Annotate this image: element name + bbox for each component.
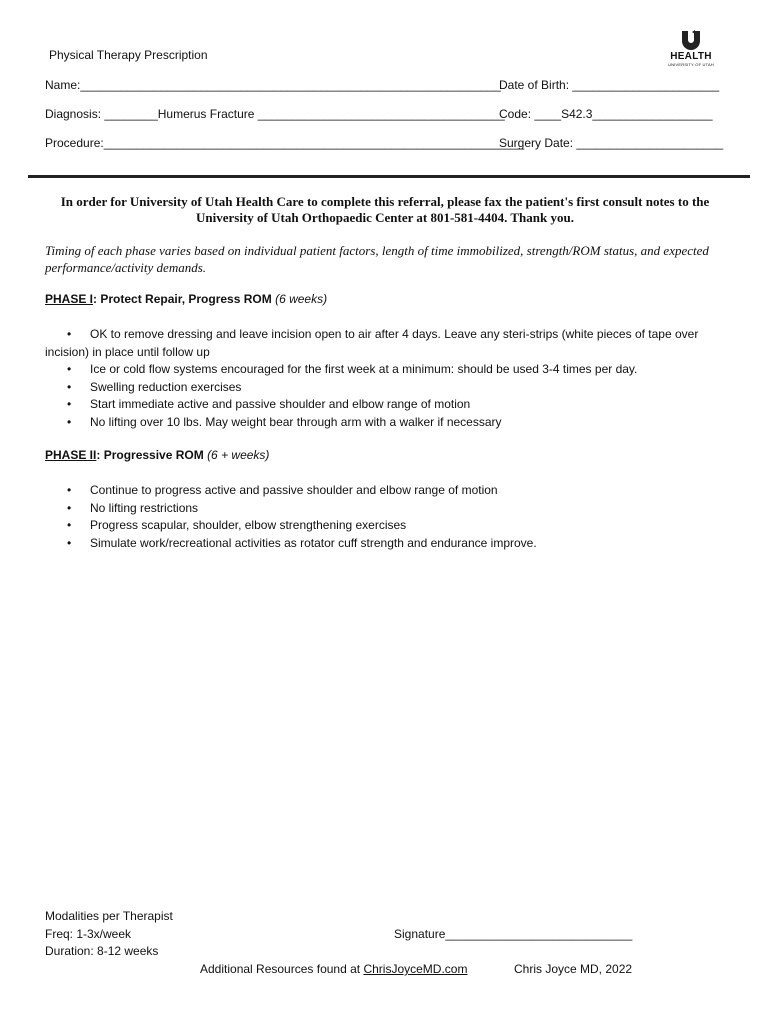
dob-field[interactable]: Date of Birth: ______________________ [499,78,720,92]
list-item-text: Ice or cold flow systems encouraged for the first week at a minimum: should be used 3-4 times per day. [90,362,638,376]
u-logo-icon [680,30,702,50]
credit-text: Chris Joyce MD, 2022 [514,962,633,976]
duration-text: Duration: 8-12 weeks [45,944,159,958]
phase2-title: : Progressive ROM [96,448,208,462]
list-item-text: Simulate work/recreational activities as rotator cuff strength and endurance improve. [90,535,537,550]
resources-link[interactable]: ChrisJoyceMD.com [363,962,468,976]
resources-prefix: Additional Resources found at [200,962,364,976]
phase2-label: PHASE II [45,448,97,462]
list-item [45,414,725,432]
phase2-list [45,482,725,552]
timing-note: Timing of each phase varies based on individual patient factors, length of time immobilized, strength/ROM status, and expected performance/activity demands. [45,243,709,275]
form-title: Physical Therapy Prescription [49,48,208,62]
code-field[interactable] [499,107,713,121]
list-item [45,379,725,397]
list-item-text: Swelling reduction exercises [90,379,242,394]
code-value: S42.3 [561,107,593,121]
bullet-icon: • [67,379,72,394]
list-item-text: Continue to progress active and passive shoulder and elbow range of motion [90,483,498,497]
list-item-text: OK to remove dressing and leave incision open to air after 4 days. Leave any steri-strips (white pieces of tape over incision) in place until follow up [45,327,699,359]
modalities-text: Modalities per Therapist [45,909,173,923]
frequency-text: Freq: 1-3x/week [45,927,132,941]
bullet-icon: • [67,535,72,550]
health-logo [664,30,718,67]
bullet-icon: • [67,500,72,515]
divider [28,175,750,178]
phase2-duration: (6 + weeks) [207,448,270,462]
list-item-text: Progress scapular, shoulder, elbow strengthening exercises [90,518,407,532]
logo-health-text: HEALTH [670,51,712,62]
phase1-title: : Protect Repair, Progress ROM [93,292,276,306]
diagnosis-value: __Humerus Fracture _______________ [144,107,358,121]
diagnosis-tail: ______________________ [357,107,505,121]
list-item [45,482,725,500]
code-label: Code: ____ [499,107,562,121]
bullet-icon: • [67,518,72,532]
surgery-date-field[interactable]: Surgery Date: ______________________ [499,136,724,150]
list-item-text: Start immediate active and passive shoulder and elbow range of motion [90,397,471,411]
bullet-icon: • [67,327,72,341]
resources-line [200,962,467,976]
signature-field[interactable]: Signature____________________________ [394,927,633,941]
name-field[interactable]: Name:_______________________________________________________________ [45,78,501,92]
bullet-icon: • [67,362,72,376]
list-item [45,361,725,379]
list-item [45,500,725,518]
logo-university-text: UNIVERSITY OF UTAH [668,62,714,67]
list-item [45,535,725,553]
list-item-text: No lifting restrictions [90,500,199,515]
phase2-heading [45,448,269,462]
phase1-duration: (6 weeks) [275,292,328,306]
phase1-heading [45,292,327,306]
list-item [45,326,725,361]
code-tail: __________________ [592,107,713,121]
bullet-icon: • [67,414,72,429]
diagnosis-label: Diagnosis: ______ [45,107,145,121]
procedure-field[interactable]: Procedure:_______________________________________________________________ [45,136,525,150]
diagnosis-field[interactable] [45,107,505,121]
bullet-icon: • [67,397,72,411]
phase1-label: PHASE I [45,292,94,306]
list-item [45,396,725,414]
referral-notice: In order for University of Utah Health Care to complete this referral, please fax the patient's first consult notes to the University of Utah Orthopaedic Center at 801-581-4404. Thank you. [60,194,710,225]
phase1-list [45,326,725,431]
bullet-icon: • [67,483,72,497]
list-item-text: No lifting over 10 lbs. May weight bear through arm with a walker if necessary [90,414,502,429]
list-item [45,517,725,535]
